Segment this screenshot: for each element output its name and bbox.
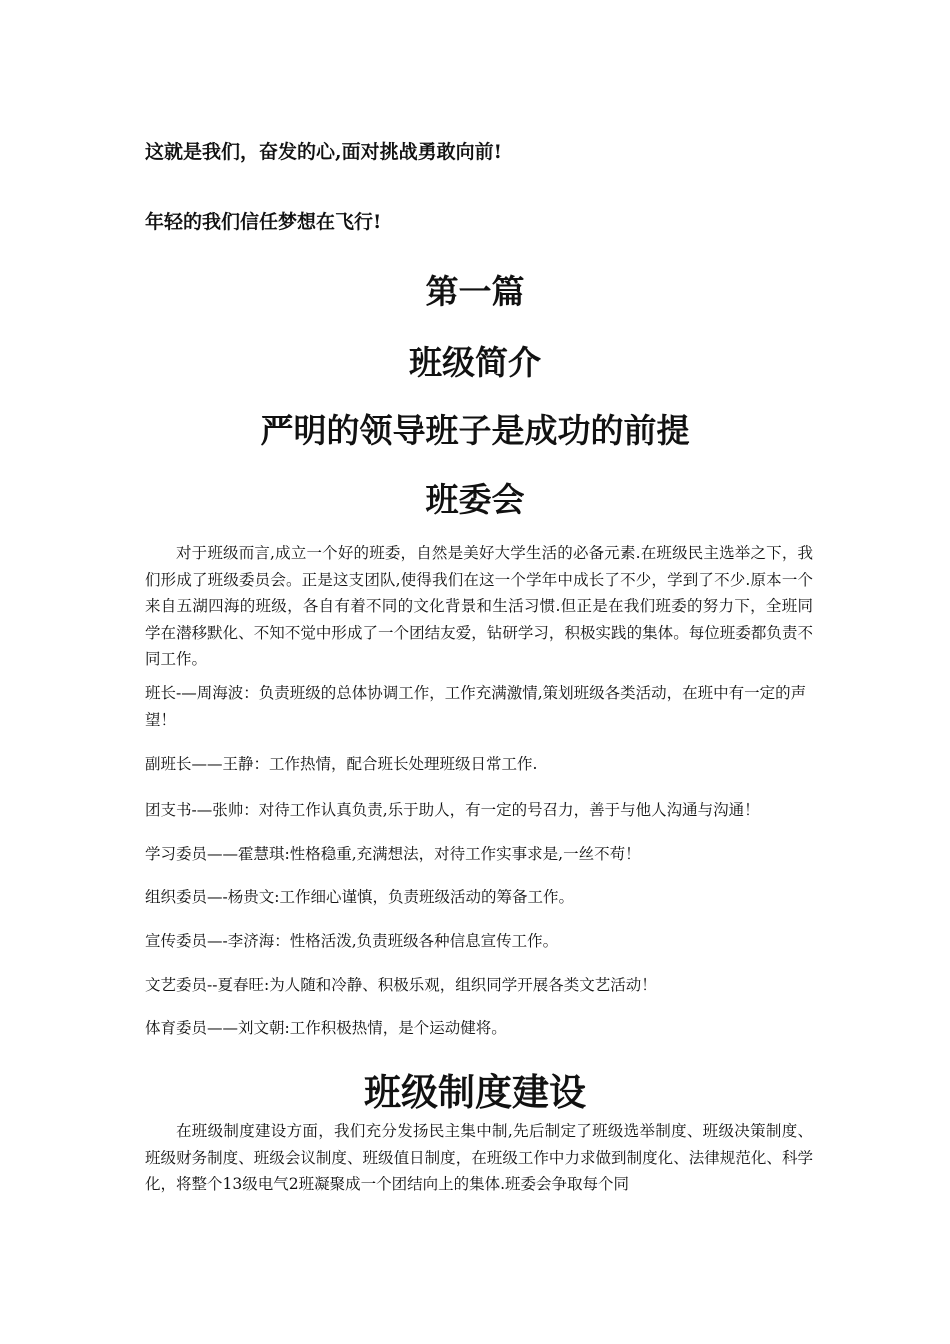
- intro-paragraph: 对于班级而言,成立一个好的班委，自然是美好大学生活的必备元素.在班级民主选举之下，我们形成了班级委员会。正是这支团队,使得我们在这一个学年中成长了不少，学到了不少.原本一个来自五湖四海的班级，各自有着不同的文化背景和生活习惯.但正是在我们班委的努力下，全班同学在潜移默化、不知不觉中形成了一个团结友爱，钻研学习，积极实践的集体。每位班委都负责不同工作。: [145, 544, 813, 668]
- member-arts-committee: 文艺委员--夏春旺:为人随和冷静、积极乐观，组织同学开展各类文艺活动！: [145, 976, 657, 994]
- member-sports-committee: 体育委员——刘文朝:工作积极热情，是个运动健将。: [145, 1019, 507, 1037]
- member-monitor: 班长-—周海波：负责班级的总体协调工作，工作充满激情,策划班级各类活动，在班中有一定的声望！: [145, 684, 807, 729]
- system-heading: 班级制度建设: [364, 1071, 586, 1114]
- section-heading: 班级简介: [409, 343, 541, 382]
- member-league-secretary: 团支书-—张帅：对待工作认真负责,乐于助人，有一定的号召力，善于与他人沟通与沟通！: [145, 801, 760, 819]
- member-organization-committee: 组织委员—-杨贵文:工作细心谨慎，负责班级活动的筹备工作。: [145, 888, 574, 906]
- member-study-committee: 学习委员——霍慧琪:性格稳重,充满想法，对待工作实事求是,一丝不苟！: [145, 845, 641, 863]
- slogan-line-2: 年轻的我们信任梦想在飞行!: [145, 211, 382, 233]
- slogan-line-1: 这就是我们，奋发的心,面对挑战勇敢向前!: [145, 141, 502, 163]
- member-vice-monitor: 副班长——王静：工作热情，配合班长处理班级日常工作.: [145, 755, 538, 773]
- system-paragraph: 在班级制度建设方面，我们充分发扬民主集中制,先后制定了班级选举制度、班级决策制度、班级财务制度、班级会议制度、班级值日制度，在班级工作中力求做到制度化、法律规范化、科学化，将整个13级电气2班凝聚成一个团结向上的集体.班委会争取每个同: [145, 1122, 813, 1193]
- part-heading: 第一篇: [425, 272, 525, 311]
- committee-heading: 班委会: [425, 480, 525, 519]
- subtitle-heading: 严明的领导班子是成功的前提: [260, 411, 690, 450]
- member-publicity-committee: 宣传委员—-李济海：性格活泼,负责班级各种信息宣传工作。: [145, 932, 559, 950]
